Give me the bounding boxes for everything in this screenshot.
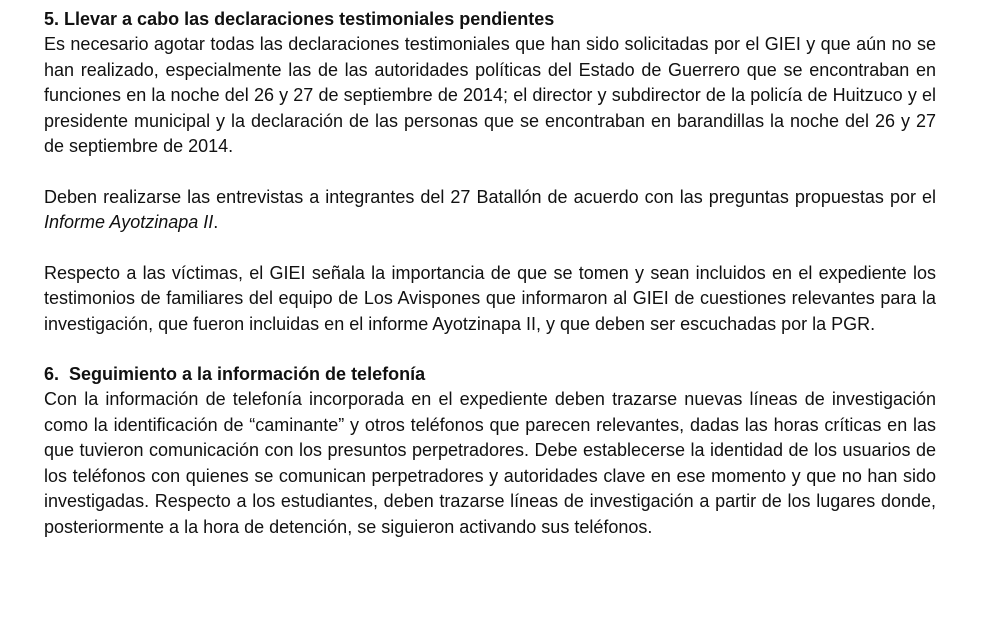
section-5-paragraph-3: Respecto a las víctimas, el GIEI señala la importancia de que se tomen y sean incluidos en el expediente los testimonios de familiares del equipo de Los Avispones que informaron al GIEI de cuestiones relevantes para la investigación, que fueron incluidas en el informe Ayotzinapa II, y que deben ser escuchadas por la PGR. [44, 262, 936, 334]
paragraph-2-end: . [213, 212, 219, 232]
paragraph-2-text: Deben realizarse las entrevistas a integrantes del 27 Batallón de acuerdo con las preguntas propuestas por el [44, 186, 936, 207]
section-5-paragraph-2 [44, 185, 936, 236]
section-5-heading: 5. Llevar a cabo las declaraciones testimoniales pendientes [44, 9, 555, 29]
report-title-italic: Informe Ayotzinapa II [44, 212, 214, 232]
paragraph-spacer [44, 160, 936, 185]
paragraph-spacer [44, 236, 936, 261]
section-5-paragraph-1: Es necesario agotar todas las declaraciones testimoniales que han sido solicitadas por el GIEI y que aún no se han realizado, especialmente las de las autoridades políticas del Estado de Guerrero que se encontraban en funciones en la noche del 26 y 27 de septiembre de 2014; el director y subdirector de la policía de Huitzuco y el presidente municipal y la declaración de las personas que se encontraban en barandillas la noche del 26 y 27 de septiembre de 2014. [44, 34, 936, 156]
section-6-paragraph-1: Con la información de telefonía incorporada en el expediente deben trazarse nuevas líneas de investigación como la identificación de “caminante” y otros teléfonos que parecen relevantes, dadas las horas críticas en las que tuvieron comunicación con los presuntos perpetradores. Debe establecerse la identidad de los usuarios de los teléfonos con quienes se comunican perpetradores y autoridades clave en ese momento y que no han sido investigadas. Respecto a los estudiantes, deben trazarse líneas de investigación a partir de los lugares donde, posteriormente a la hora de detención, se siguieron activando sus teléfonos. [44, 389, 936, 537]
paragraph-spacer [44, 337, 936, 361]
section-6-heading: 6. Seguimiento a la información de telefonía [44, 364, 426, 384]
